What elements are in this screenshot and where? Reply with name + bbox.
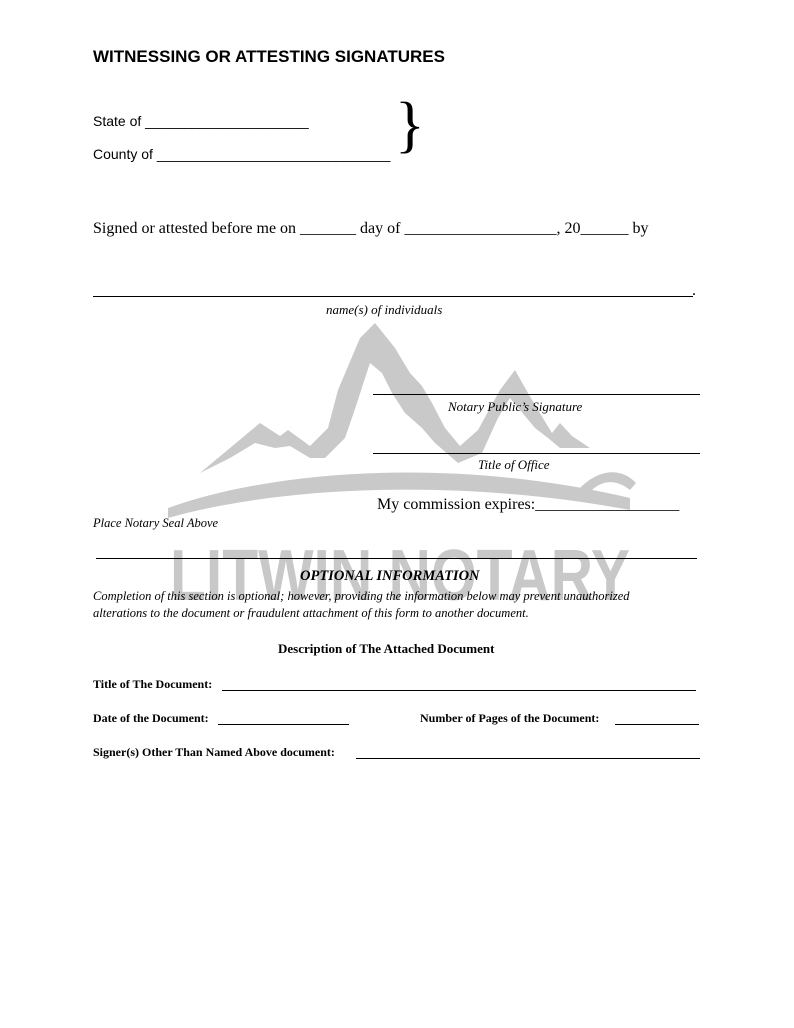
- optional-note-line-2: alterations to the document or fraudulent attachment of this form to another document.: [93, 606, 529, 620]
- title-of-document-field[interactable]: [222, 690, 696, 691]
- notary-signature-line[interactable]: [373, 394, 700, 395]
- notary-signature-caption: Notary Public’s Signature: [448, 399, 583, 414]
- title-of-office-line[interactable]: [373, 453, 700, 454]
- optional-information-heading: OPTIONAL INFORMATION: [300, 568, 480, 584]
- date-of-document-label: Date of the Document:: [93, 711, 209, 725]
- page-title: WITNESSING OR ATTESTING SIGNATURES: [93, 47, 445, 66]
- optional-note-line-1: Completion of this section is optional; however, providing the information below may prevent unauthorized: [93, 589, 630, 603]
- date-of-document-field[interactable]: [218, 724, 349, 725]
- number-of-pages-label: Number of Pages of the Document:: [420, 711, 600, 725]
- mountain-shape: [200, 323, 590, 473]
- names-caption: name(s) of individuals: [326, 302, 443, 317]
- title-of-document-label: Title of The Document:: [93, 677, 213, 691]
- names-signature-line[interactable]: [93, 296, 693, 297]
- watermark-text: LITWIN NOTARY: [170, 536, 630, 616]
- seal-caption: Place Notary Seal Above: [93, 516, 219, 530]
- title-of-office-caption: Title of Office: [478, 457, 550, 472]
- state-field[interactable]: State of _____________________: [93, 113, 309, 129]
- commission-expires-field[interactable]: My commission expires:__________________: [377, 496, 680, 513]
- county-field[interactable]: County of ______________________________: [93, 146, 391, 162]
- number-of-pages-field[interactable]: [615, 724, 699, 725]
- other-signers-field[interactable]: [356, 758, 700, 759]
- swoosh-tail-shape: [580, 472, 636, 494]
- description-heading: Description of The Attached Document: [278, 641, 495, 656]
- section-divider: [96, 558, 697, 559]
- other-signers-label: Signer(s) Other Than Named Above document:: [93, 745, 335, 759]
- signed-attested-line[interactable]: Signed or attested before me on _______ day of ___________________, 20______ by: [93, 220, 649, 237]
- venue-brace: }: [395, 91, 425, 159]
- names-line-period: .: [692, 282, 696, 299]
